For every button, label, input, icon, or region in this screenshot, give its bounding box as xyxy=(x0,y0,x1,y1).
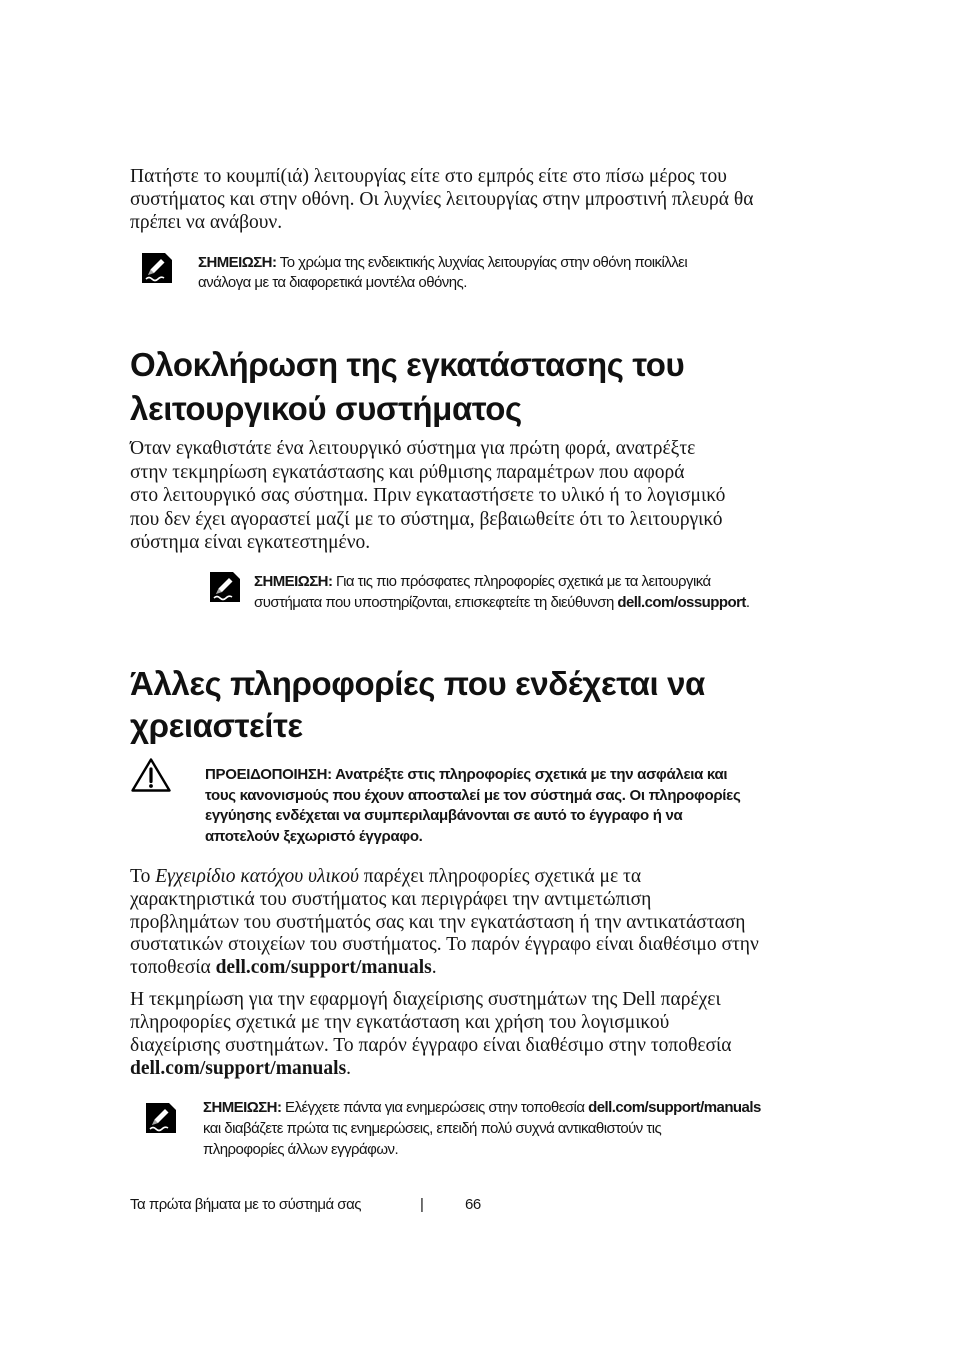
warning-safety xyxy=(205,765,740,848)
text-line: τους κανονισμούς που έχουν αποσταλεί με τον σύστημά σας. Οι πληροφορίες xyxy=(205,786,741,804)
text-line: πληροφορίες άλλων εγγράφων. xyxy=(203,1141,399,1158)
heading-line: λειτουργικού συστήματος xyxy=(130,390,522,427)
text-line: στην τεκμηρίωση εγκατάστασης και ρύθμισης παραμέτρων που αφορά xyxy=(130,461,685,483)
note-label: ΣΗΜΕΙΩΣΗ: xyxy=(254,573,333,590)
support-manuals-link: dell.com/support/manuals xyxy=(215,957,432,978)
manual-title: Εγχειρίδιο κατόχου υλικού xyxy=(155,866,359,887)
heading-line: Ολοκλήρωση της εγκατάστασης του xyxy=(130,346,685,383)
intro-paragraph xyxy=(130,165,753,234)
note-label: ΣΗΜΕΙΩΣΗ: xyxy=(198,254,277,271)
ossupport-link: dell.com/ossupport xyxy=(617,594,746,611)
owners-manual-paragraph xyxy=(130,866,759,980)
footer-separator: | xyxy=(420,1196,424,1213)
heading-line: χρειαστείτε xyxy=(130,707,303,744)
note-text: Για τις πιο πρόσφατες πληροφορίες σχετικά με τα λειτουργικά xyxy=(336,573,711,590)
section-heading-os-install xyxy=(130,343,684,431)
page-number: 66 xyxy=(465,1196,481,1213)
note-text: Ελέγχετε πάντα για ενημερώσεις στην τοποθεσία xyxy=(285,1099,585,1116)
text-line: Όταν εγκαθιστάτε ένα λειτουργικό σύστημα για πρώτη φορά, ανατρέξτε xyxy=(130,438,696,459)
text-line xyxy=(205,765,740,786)
punctuation: . xyxy=(431,957,437,978)
footer-title: Τα πρώτα βήματα με το σύστημά σας xyxy=(130,1196,361,1213)
punctuation: . xyxy=(346,1058,352,1079)
os-install-paragraph xyxy=(130,437,725,555)
warning-triangle-icon xyxy=(130,757,172,793)
text-line xyxy=(254,592,749,613)
text-fragment: Το xyxy=(130,866,151,887)
text-line: Πατήστε το κουμπί(ιά) λειτουργίας είτε στο εμπρός είτε στο πίσω μέρος του xyxy=(130,166,727,187)
text-line xyxy=(130,957,759,980)
text-line xyxy=(254,571,749,592)
note-text: συστήματα που υποστηρίζονται, επισκεφτείτε τη διεύθυνση xyxy=(254,594,614,611)
text-line: ανάλογα με τα διαφορετικά μοντέλα οθόνης. xyxy=(198,274,467,291)
note-text: Το χρώμα της ενδεικτικής λυχνίας λειτουργίας στην οθόνη ποικίλλει xyxy=(279,254,688,271)
text-line: σύστημα είναι εγκατεστημένο. xyxy=(130,532,371,553)
systems-management-paragraph xyxy=(130,988,732,1080)
text-line: πρέπει να ανάβουν. xyxy=(130,212,283,233)
note-check-updates xyxy=(203,1097,761,1160)
heading-line: Άλλες πληροφορίες που ενδέχεται να xyxy=(130,665,705,702)
note-os-support xyxy=(254,571,749,613)
text-line: συστατικών στοιχείων του συστήματος. Το παρόν έγγραφο είναι διαθέσιμο στην xyxy=(130,934,759,956)
text-line: αποτελούν ξεχωριστό έγγραφο. xyxy=(205,828,423,846)
text-line: και διαβάζετε πρώτα τις ενημερώσεις, επειδή πολύ συχνά αντικαθιστούν τις xyxy=(203,1120,662,1137)
note-pencil-icon xyxy=(210,572,240,602)
note-monitor-led xyxy=(198,253,687,293)
text-line: χαρακτηριστικά του συστήματος και περιγράφει την αντιμετώπιση xyxy=(130,888,652,910)
punctuation: . xyxy=(745,594,750,611)
support-manuals-link: dell.com/support/manuals xyxy=(130,1058,347,1079)
text-line: εγγύησης ενδέχεται να συμπεριλαμβάνονται σε αυτό το έγγραφο ή να xyxy=(205,807,683,825)
text-line: προβλημάτων του συστήματός σας και την εγκατάσταση ή την αντικατάσταση xyxy=(130,911,746,933)
warning-text: Ανατρέξτε στις πληροφορίες σχετικά με την ασφάλεια και xyxy=(335,766,728,783)
text-line: πληροφορίες σχετικά με την εγκατάσταση και χρήση του λογισμικού xyxy=(130,1012,670,1033)
text-line xyxy=(130,1057,732,1080)
text-line: στο λειτουργικό σας σύστημα. Πριν εγκαταστήσετε το υλικό ή το λογισμικό xyxy=(130,485,726,506)
note-pencil-icon xyxy=(142,253,172,283)
section-heading-other-info xyxy=(130,663,705,747)
text-line xyxy=(198,253,687,273)
note-label: ΣΗΜΕΙΩΣΗ: xyxy=(203,1099,282,1116)
text-line: συστήματος και στην οθόνη. Οι λυχνίες λειτουργίας στην μπροστινή πλευρά θα xyxy=(130,189,754,210)
text-fragment: τοποθεσία xyxy=(130,957,211,978)
note-pencil-icon xyxy=(146,1103,176,1133)
text-line xyxy=(203,1097,761,1118)
warning-label: ΠΡΟΕΙΔΟΠΟΙΗΣΗ: xyxy=(205,766,332,783)
text-line: που δεν έχει αγοραστεί μαζί με το σύστημα, βεβαιωθείτε ότι το λειτουργικό xyxy=(130,508,723,530)
text-line xyxy=(130,866,759,889)
text-fragment: παρέχει πληροφορίες σχετικά με τα xyxy=(363,866,642,887)
text-line: διαχείρισης συστημάτων. Το παρόν έγγραφο είναι διαθέσιμο στην τοποθεσία xyxy=(130,1035,732,1056)
text-line: Η τεκμηρίωση για την εφαρμογή διαχείρισης συστημάτων της Dell παρέχει xyxy=(130,989,721,1010)
support-manuals-link: dell.com/support/manuals xyxy=(588,1099,761,1116)
